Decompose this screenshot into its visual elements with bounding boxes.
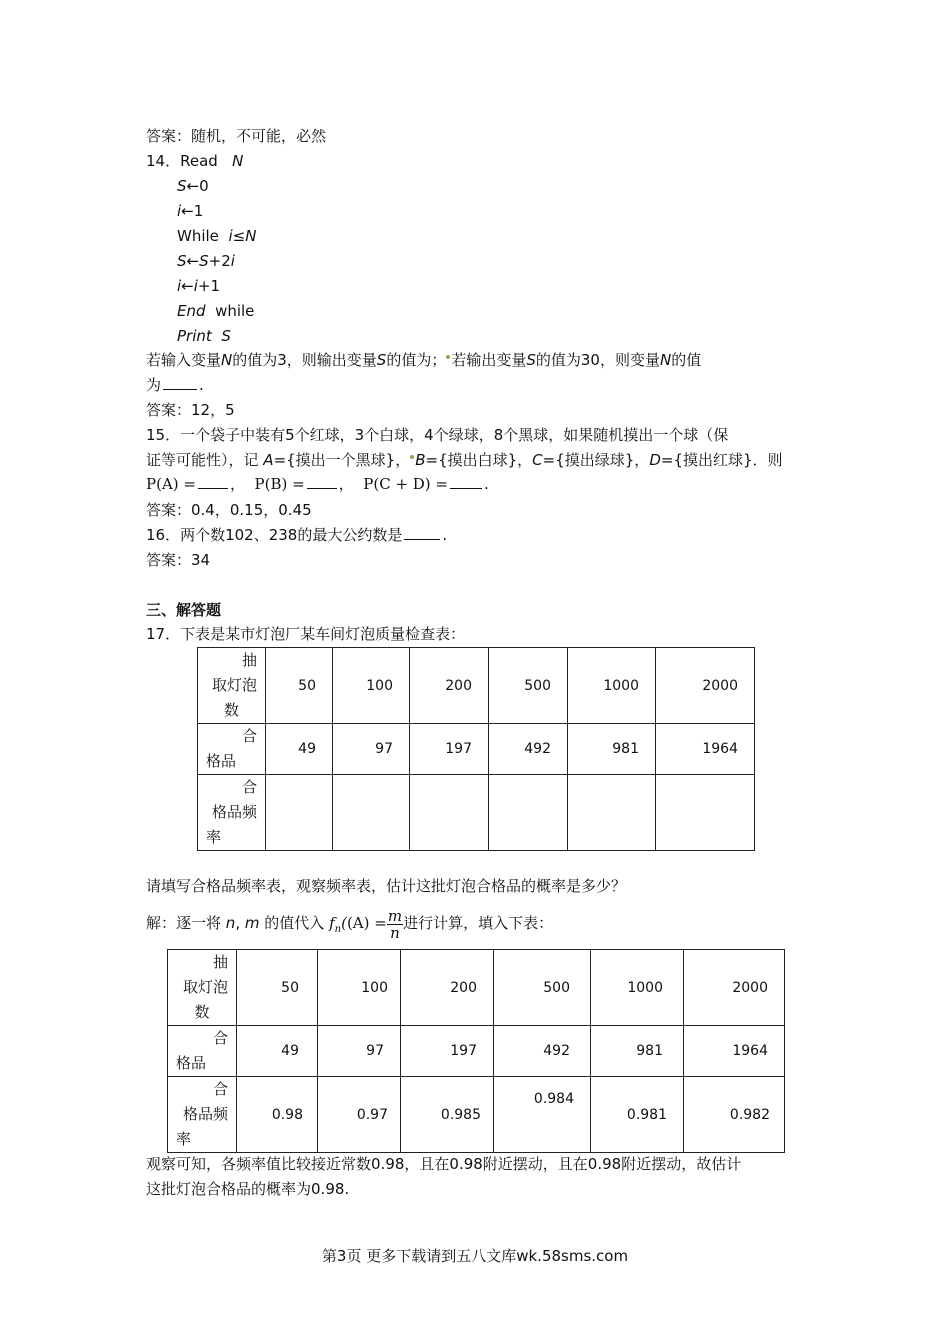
code-line-s-update: S←S+2i — [177, 252, 235, 270]
table-cell: 1000 — [568, 648, 656, 724]
table-cell — [410, 775, 489, 851]
table-cell: 100 — [318, 950, 401, 1026]
q15-question-line1: 15．一个袋子中装有5个红球，3个白球，4个绿球，8个黑球，如果随机摸出一个球（保 — [146, 426, 729, 444]
page-footer: 第3页 更多下载请到五八文库wk.58sms.com — [321, 1247, 629, 1265]
table-cell: 2000 — [684, 950, 785, 1026]
table-cell: 49 — [237, 1026, 318, 1077]
annotation-dot-icon — [410, 455, 414, 459]
table-row — [168, 1026, 785, 1077]
table-row — [198, 724, 755, 775]
answer-blank — [450, 474, 482, 489]
q15-question-line2: 证等可能性），记 A={摸出一个黑球}， B={摸出白球}，C={摸出绿球}，D={摸出红球}．则 — [146, 451, 783, 469]
table-cell: 49 — [266, 724, 333, 775]
table-row — [168, 1077, 785, 1153]
row-head-qualified: 合 格品 — [168, 1026, 237, 1077]
code-line-while: While i≤N — [177, 227, 257, 245]
table-cell: 1964 — [656, 724, 755, 775]
code-line-s-init: S←0 — [177, 177, 209, 195]
quality-table-blank — [197, 647, 755, 851]
table-cell: 97 — [318, 1026, 401, 1077]
q14-question: 若输入变量N的值为3，则输出变量S的值为； 若输出变量S的值为30，则变量N的值 — [146, 351, 702, 369]
table-cell — [489, 775, 568, 851]
code-line-end-while: End while — [177, 302, 255, 320]
table-cell: 981 — [568, 724, 656, 775]
row-head-qualified: 合 格品 — [198, 724, 266, 775]
q15-answer: 答案：0.4，0.15，0.45 — [146, 501, 312, 519]
q13-answer: 答案：随机，不可能，必然 — [146, 127, 327, 145]
q14-question-cont: 为 . — [146, 376, 204, 394]
annotation-dot-icon — [446, 355, 450, 359]
code-line-i-update: i←i+1 — [177, 277, 221, 295]
quality-table-filled — [167, 949, 785, 1153]
q16-question: 16．两个数102、238的最大公约数是 . — [146, 526, 448, 544]
table-cell: 1000 — [591, 950, 684, 1026]
q17-solution-intro: 解：逐一将 n, m 的值代入 $f_n((A)$ = $\frac{m}{n}$ 进行计算，填入下表： — [146, 906, 554, 942]
table-cell: 0.985 — [401, 1077, 494, 1153]
code-line-print: Print S — [177, 327, 231, 345]
table-cell: 0.98 — [237, 1077, 318, 1153]
table-cell: 50 — [237, 950, 318, 1026]
q17-conclusion-line2: 这批灯泡合格品的概率为0.98. — [146, 1180, 350, 1198]
row-head-frequency: 合 格品频 率 — [168, 1077, 237, 1153]
q16-answer: 答案：34 — [146, 551, 211, 569]
answer-blank — [198, 474, 228, 489]
answer-blank — [307, 474, 337, 489]
table-cell: 1964 — [684, 1026, 785, 1077]
table-cell: 492 — [494, 1026, 591, 1077]
section-title: 三、解答题 — [146, 601, 222, 619]
table-cell: 200 — [410, 648, 489, 724]
row-head-samples: 抽 取灯泡 数 — [168, 950, 237, 1026]
table-cell — [266, 775, 333, 851]
q17-conclusion-line1: 观察可知，各频率值比较接近常数0.98，且在0.98附近摆动，且在0.98附近摆动，故估计 — [146, 1155, 742, 1173]
table-cell: 500 — [494, 950, 591, 1026]
table-cell: 0.984 — [494, 1077, 591, 1153]
table-cell: 492 — [489, 724, 568, 775]
table-row — [168, 950, 785, 1026]
table-cell: 0.97 — [318, 1077, 401, 1153]
table-cell — [568, 775, 656, 851]
table-cell: 100 — [333, 648, 410, 724]
table-row — [198, 775, 755, 851]
table-cell: 500 — [489, 648, 568, 724]
answer-blank — [404, 525, 440, 540]
table-cell: 97 — [333, 724, 410, 775]
q17-prompt: 请填写合格品频率表，观察频率表，估计这批灯泡合格品的概率是多少？ — [146, 877, 627, 895]
q17-question: 17．下表是某市灯泡厂某车间灯泡质量检查表： — [146, 625, 466, 643]
row-head-frequency: 合 格品频 率 — [198, 775, 266, 851]
code-line-i-init: i←1 — [177, 202, 204, 220]
frequency-formula: $f_n((A)$ = $\frac{m}{n}$ — [329, 906, 403, 942]
q15-blanks: P(A) = ， P(B) = ， P(C + D) = . — [146, 475, 489, 493]
table-cell — [333, 775, 410, 851]
table-cell: 2000 — [656, 648, 755, 724]
table-row — [198, 648, 755, 724]
row-head-samples: 抽 取灯泡 数 — [198, 648, 266, 724]
q14-read-line: 14．Read N — [146, 152, 244, 170]
table-cell — [656, 775, 755, 851]
table-cell: 50 — [266, 648, 333, 724]
table-cell: 0.982 — [684, 1077, 785, 1153]
table-cell: 0.981 — [591, 1077, 684, 1153]
q14-answer: 答案：12，5 — [146, 401, 235, 419]
table-cell: 197 — [410, 724, 489, 775]
table-cell: 200 — [401, 950, 494, 1026]
table-cell: 981 — [591, 1026, 684, 1077]
table-cell: 197 — [401, 1026, 494, 1077]
answer-blank — [163, 375, 197, 390]
